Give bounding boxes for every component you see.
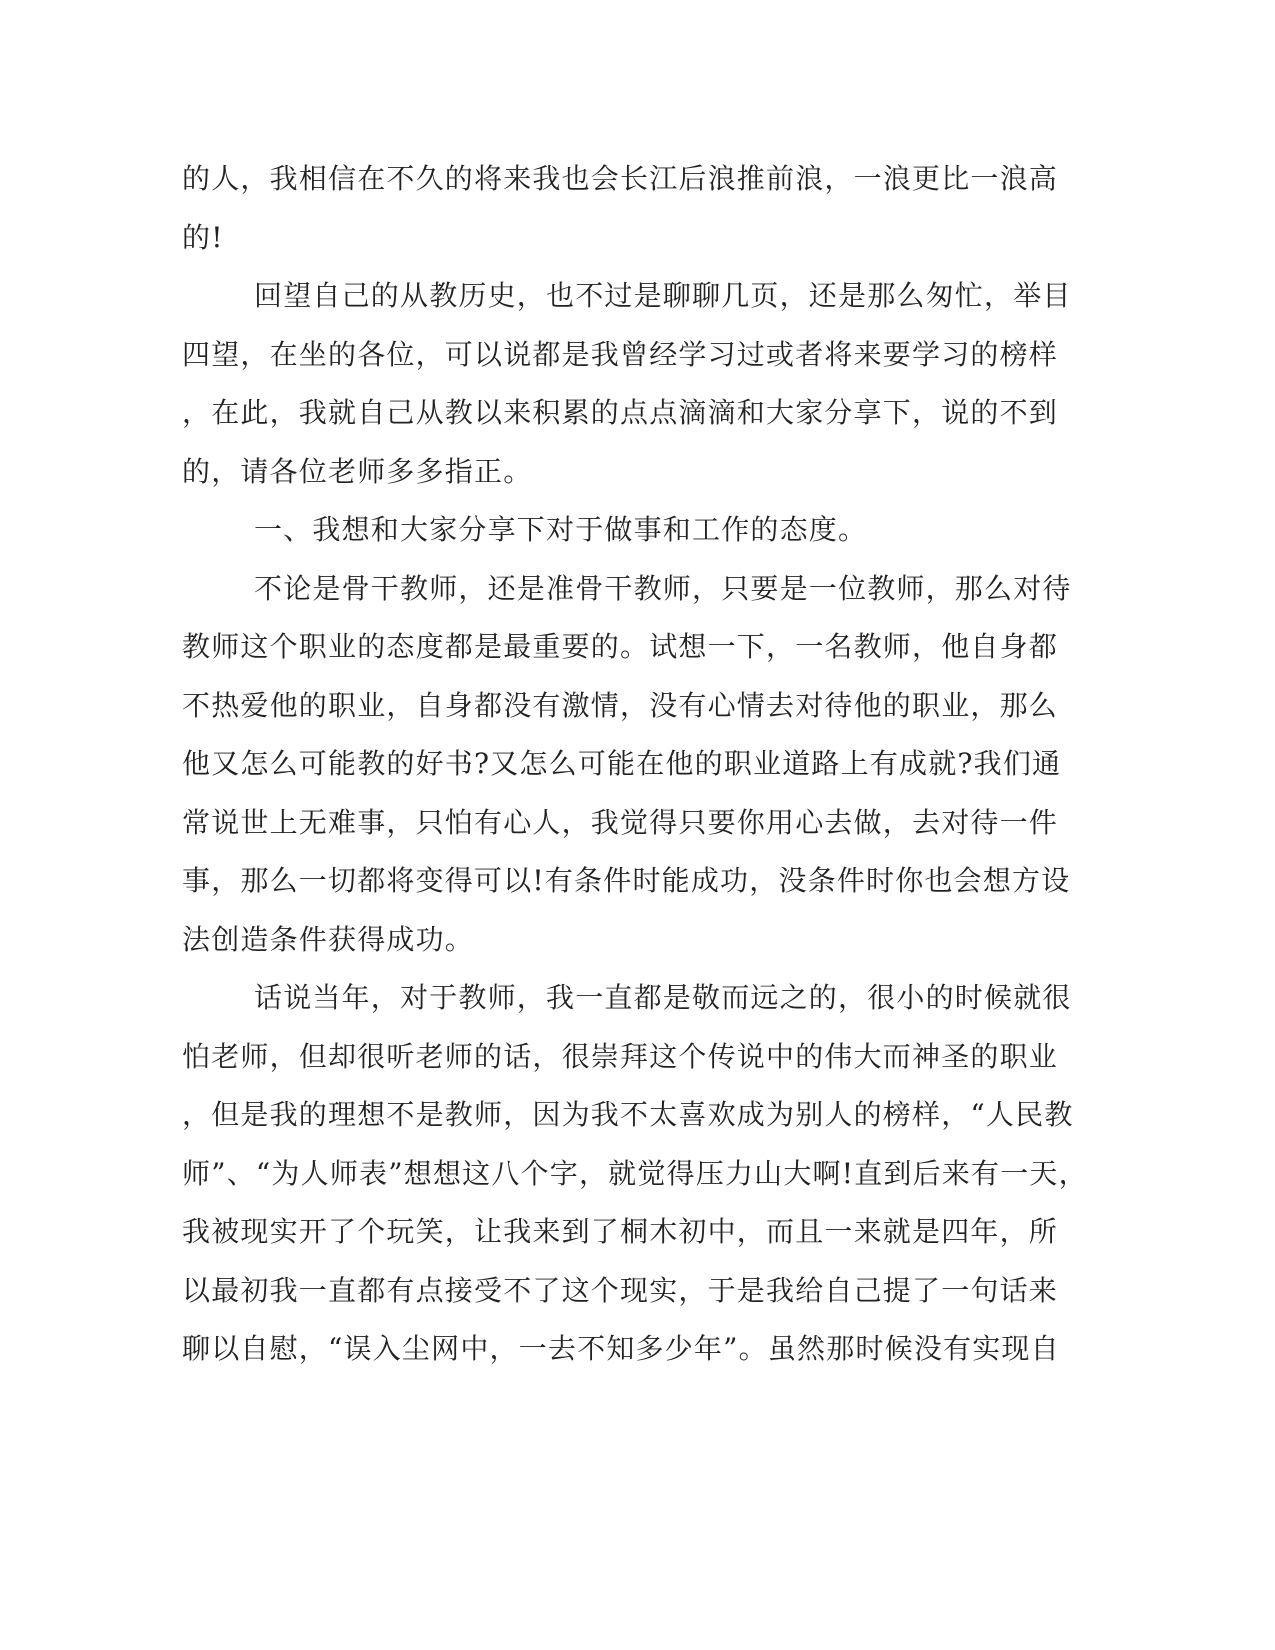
text-line: 我被现实开了个玩笑，让我来到了桐木初中，而且一来就是四年，所 — [182, 1215, 1059, 1248]
text-line: 教师这个职业的态度都是最重要的。试想一下，一名教师，他自身都 — [182, 630, 1059, 663]
text-line: 的! — [182, 220, 224, 254]
document-page — [182, 150, 1088, 1379]
text-line: ，在此，我就自己从教以来积累的点点滴滴和大家分享下，说的不到 — [182, 396, 1059, 429]
paragraph-start-line: 回望自己的从教历史，也不过是聊聊几页，还是那么匆忙，举目 — [254, 279, 1072, 312]
text-line: 聊以自慰，“误入尘网中，一去不知多少年”。虽然那时候没有实现自 — [182, 1332, 1060, 1365]
text-line: 他又怎么可能教的好书?又怎么可能在他的职业道路上有成就?我们通 — [182, 747, 1062, 780]
section-heading: 一、我想和大家分享下对于做事和工作的态度。 — [254, 513, 868, 546]
text-line: 的人，我相信在不久的将来我也会长江后浪推前浪，一浪更比一浪高 — [182, 162, 1059, 195]
text-line: 常说世上无难事，只怕有心人，我觉得只要你用心去做，去对待一件 — [182, 805, 1059, 839]
text-line: ，但是我的理想不是教师，因为我不太喜欢成为别人的榜样，“人民教 — [182, 1098, 1074, 1131]
text-line: 师”、“为人师表”想想这八个字，就觉得压力山大啊!直到后来有一天， — [182, 1156, 1088, 1190]
text-line: 事，那么一切都将变得可以!有条件时能成功，没条件时你也会想方设 — [182, 864, 1071, 897]
paragraph-start-line: 不论是骨干教师，还是准骨干教师，只要是一位教师，那么对待 — [254, 571, 1072, 605]
text-line: 四望，在坐的各位，可以说都是我曾经学习过或者将来要学习的榜样 — [182, 337, 1059, 371]
text-line: 怕老师，但却很听老师的话，很崇拜这个传说中的伟大而神圣的职业 — [182, 1039, 1059, 1073]
text-line: 法创造条件获得成功。 — [182, 922, 475, 956]
text-line: 的，请各位老师多多指正。 — [182, 454, 533, 488]
text-line: 以最初我一直都有点接受不了这个现实，于是我给自己提了一句话来 — [182, 1273, 1059, 1307]
text-line: 不热爱他的职业，自身都没有激情，没有心情去对待他的职业，那么 — [182, 688, 1059, 722]
paragraph-start-line: 话说当年，对于教师，我一直都是敬而远之的，很小的时候就很 — [254, 981, 1072, 1014]
